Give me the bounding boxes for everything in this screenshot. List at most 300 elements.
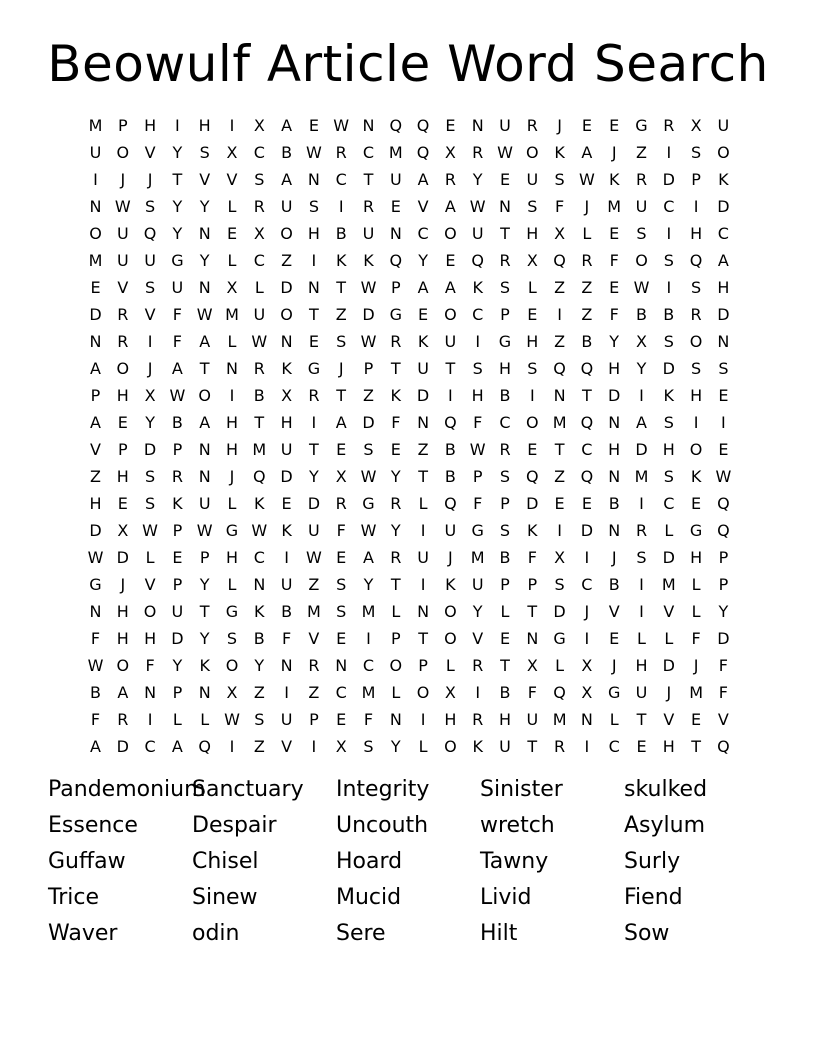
grid-letter: E bbox=[281, 494, 292, 513]
grid-letter: G bbox=[307, 359, 321, 378]
grid-letter: K bbox=[472, 278, 483, 297]
grid-letter: I bbox=[639, 386, 644, 405]
grid-letter: E bbox=[336, 440, 347, 459]
grid-letter: F bbox=[609, 251, 619, 270]
grid-letter: R bbox=[308, 656, 320, 675]
grid-letter: X bbox=[636, 332, 647, 351]
grid-letter: M bbox=[470, 548, 485, 567]
grid-letter: W bbox=[224, 710, 240, 729]
grid-letter: U bbox=[499, 737, 511, 756]
grid-letter: U bbox=[635, 683, 648, 702]
grid-letter: P bbox=[172, 521, 183, 540]
grid-letter: B bbox=[335, 224, 347, 243]
grid-letter: T bbox=[445, 359, 456, 378]
grid-letter: J bbox=[557, 116, 562, 135]
grid-letter: Y bbox=[254, 656, 265, 675]
grid-letter: O bbox=[89, 224, 102, 243]
grid-letter: A bbox=[363, 548, 374, 567]
grid-letter: S bbox=[499, 521, 511, 540]
grid-letter: C bbox=[581, 440, 593, 459]
grid-letter: J bbox=[120, 575, 126, 594]
grid-letter: K bbox=[608, 170, 620, 189]
grid-letter: L bbox=[254, 278, 264, 297]
grid-letter: B bbox=[444, 467, 456, 486]
grid-letter: S bbox=[499, 278, 511, 297]
grid-letter: N bbox=[417, 413, 430, 432]
grid-letter: X bbox=[253, 116, 265, 135]
grid-letter: W bbox=[633, 278, 650, 297]
grid-letter: U bbox=[471, 575, 484, 594]
grid-letter: C bbox=[717, 224, 729, 243]
grid-letter: V bbox=[663, 602, 675, 621]
grid-letter: Y bbox=[199, 197, 210, 216]
grid-letter: O bbox=[225, 656, 239, 675]
grid-letter: E bbox=[172, 548, 183, 567]
grid-letter: E bbox=[336, 629, 347, 648]
grid-letter: U bbox=[280, 710, 293, 729]
grid-letter: Q bbox=[689, 251, 703, 270]
grid-letter: M bbox=[252, 440, 267, 459]
grid-row bbox=[82, 409, 738, 436]
grid-letter: V bbox=[226, 170, 238, 189]
grid-letter: F bbox=[554, 197, 565, 216]
word-list-item: Pandemonium bbox=[48, 777, 206, 802]
grid-letter: A bbox=[90, 737, 101, 756]
grid-letter: L bbox=[227, 197, 237, 216]
grid-letter: S bbox=[199, 143, 210, 162]
grid-letter: L bbox=[637, 629, 646, 648]
grid-letter: K bbox=[690, 467, 702, 486]
grid-letter: T bbox=[390, 359, 401, 378]
grid-letter: N bbox=[608, 413, 621, 432]
grid-letter: E bbox=[609, 224, 620, 243]
grid-letter: X bbox=[554, 548, 566, 567]
grid-letter: Z bbox=[253, 737, 265, 756]
grid-letter: T bbox=[309, 440, 319, 459]
grid-letter: U bbox=[116, 251, 129, 270]
grid-letter: H bbox=[526, 224, 539, 243]
grid-letter: H bbox=[662, 440, 675, 459]
grid-letter: M bbox=[361, 683, 376, 702]
word-list-item: Livid bbox=[480, 885, 532, 910]
grid-letter: S bbox=[308, 197, 319, 216]
grid-letter: A bbox=[444, 197, 456, 216]
grid-letter: L bbox=[172, 710, 182, 729]
grid-letter: I bbox=[693, 413, 699, 432]
grid-letter: R bbox=[362, 197, 375, 216]
grid-letter: O bbox=[198, 386, 211, 405]
grid-letter: D bbox=[116, 548, 129, 567]
grid-letter: L bbox=[582, 224, 592, 243]
grid-letter: Q bbox=[717, 521, 730, 540]
grid-letter: L bbox=[664, 521, 674, 540]
grid-letter: K bbox=[417, 332, 429, 351]
grid-letter: I bbox=[666, 143, 672, 162]
grid-letter: Q bbox=[580, 467, 594, 486]
grid-letter: Q bbox=[389, 116, 403, 135]
grid-letter: H bbox=[144, 116, 157, 135]
grid-letter: E bbox=[718, 440, 729, 459]
grid-letter: D bbox=[362, 413, 375, 432]
grid-letter: P bbox=[172, 575, 183, 594]
grid-letter: R bbox=[663, 116, 675, 135]
grid-letter: W bbox=[360, 332, 377, 351]
grid-letter: I bbox=[147, 332, 153, 351]
grid-row bbox=[82, 679, 738, 706]
grid-letter: R bbox=[390, 548, 402, 567]
grid-letter: H bbox=[144, 629, 157, 648]
grid-letter: D bbox=[580, 521, 594, 540]
grid-letter: H bbox=[225, 548, 239, 567]
word-list-item: Chisel bbox=[192, 849, 259, 874]
grid-letter: J bbox=[147, 359, 153, 378]
grid-letter: Y bbox=[145, 413, 155, 432]
grid-letter: T bbox=[172, 170, 183, 189]
grid-letter: P bbox=[472, 467, 483, 486]
grid-letter: T bbox=[390, 575, 401, 594]
grid-letter: L bbox=[445, 656, 455, 675]
grid-letter: O bbox=[116, 143, 130, 162]
grid-letter: A bbox=[171, 359, 183, 378]
grid-letter: Y bbox=[172, 224, 183, 243]
grid-letter: R bbox=[117, 332, 129, 351]
grid-letter: E bbox=[336, 548, 347, 567]
grid-letter: Y bbox=[390, 737, 401, 756]
grid-letter: Y bbox=[609, 332, 620, 351]
grid-letter: W bbox=[142, 521, 158, 540]
grid-letter: N bbox=[280, 332, 293, 351]
grid-letter: J bbox=[147, 170, 153, 189]
grid-letter: F bbox=[281, 629, 292, 648]
grid-letter: I bbox=[311, 737, 317, 756]
grid-letter: Y bbox=[309, 467, 319, 486]
grid-letter: V bbox=[199, 170, 211, 189]
grid-letter: G bbox=[635, 116, 648, 135]
grid-row bbox=[82, 517, 738, 544]
grid-letter: W bbox=[469, 197, 486, 216]
grid-letter: F bbox=[718, 656, 728, 675]
grid-letter: H bbox=[198, 116, 211, 135]
grid-letter: U bbox=[171, 278, 184, 297]
grid-letter: E bbox=[445, 116, 456, 135]
grid-letter: S bbox=[336, 575, 347, 594]
grid-letter: U bbox=[362, 224, 375, 243]
grid-letter: D bbox=[89, 521, 102, 540]
grid-letter: T bbox=[554, 440, 565, 459]
grid-letter: B bbox=[499, 548, 511, 567]
grid-letter: X bbox=[526, 251, 538, 270]
grid-letter: R bbox=[635, 170, 648, 189]
grid-letter: Y bbox=[472, 602, 483, 621]
grid-letter: B bbox=[281, 602, 293, 621]
grid-letter: S bbox=[254, 710, 265, 729]
grid-letter: O bbox=[635, 251, 648, 270]
word-list-item: Sinew bbox=[192, 885, 258, 910]
grid-letter: X bbox=[335, 467, 347, 486]
grid-letter: Z bbox=[417, 440, 429, 459]
grid-letter: T bbox=[582, 386, 592, 405]
grid-letter: F bbox=[473, 494, 483, 513]
grid-letter: T bbox=[418, 467, 428, 486]
grid-letter: C bbox=[663, 494, 675, 513]
grid-letter: K bbox=[254, 494, 265, 513]
grid-letter: X bbox=[253, 224, 265, 243]
grid-letter: Q bbox=[444, 494, 457, 513]
grid-letter: F bbox=[363, 710, 374, 729]
grid-letter: E bbox=[636, 737, 647, 756]
grid-letter: P bbox=[390, 278, 401, 297]
grid-letter: Q bbox=[253, 467, 266, 486]
grid-letter: T bbox=[527, 737, 538, 756]
grid-letter: J bbox=[338, 359, 344, 378]
grid-letter: E bbox=[90, 278, 101, 297]
grid-letter: U bbox=[198, 494, 211, 513]
grid-letter: Z bbox=[581, 305, 593, 324]
grid-letter: I bbox=[284, 683, 289, 702]
grid-letter: I bbox=[639, 602, 644, 621]
grid-row bbox=[82, 274, 738, 301]
grid-letter: L bbox=[227, 251, 237, 270]
grid-letter: H bbox=[116, 629, 129, 648]
grid-letter: W bbox=[305, 143, 322, 162]
grid-letter: H bbox=[89, 494, 102, 513]
grid-letter: E bbox=[718, 386, 729, 405]
grid-letter: F bbox=[527, 548, 537, 567]
grid-row bbox=[82, 598, 738, 625]
grid-letter: K bbox=[172, 494, 183, 513]
word-list-item: Sanctuary bbox=[192, 777, 304, 802]
grid-letter: W bbox=[87, 656, 104, 675]
grid-letter: G bbox=[225, 521, 239, 540]
grid-letter: W bbox=[360, 467, 377, 486]
grid-letter: J bbox=[120, 170, 126, 189]
grid-letter: I bbox=[584, 737, 590, 756]
grid-letter: I bbox=[693, 197, 699, 216]
grid-letter: C bbox=[362, 656, 375, 675]
grid-letter: B bbox=[499, 386, 511, 405]
grid-letter: H bbox=[280, 413, 293, 432]
grid-letter: U bbox=[717, 116, 730, 135]
grid-letter: T bbox=[527, 602, 538, 621]
grid-letter: C bbox=[253, 251, 265, 270]
grid-letter: E bbox=[691, 710, 702, 729]
grid-letter: N bbox=[526, 629, 539, 648]
grid-letter: I bbox=[557, 305, 562, 324]
grid-letter: Q bbox=[389, 251, 403, 270]
grid-letter: X bbox=[226, 143, 238, 162]
grid-letter: Q bbox=[198, 737, 211, 756]
grid-letter: K bbox=[663, 386, 675, 405]
grid-letter: L bbox=[227, 575, 237, 594]
grid-letter: C bbox=[335, 683, 347, 702]
grid-letter: E bbox=[390, 440, 401, 459]
grid-letter: G bbox=[225, 602, 239, 621]
grid-letter: E bbox=[117, 413, 128, 432]
grid-letter: R bbox=[635, 521, 648, 540]
grid-letter: G bbox=[553, 629, 566, 648]
grid-letter: R bbox=[253, 359, 265, 378]
grid-letter: O bbox=[416, 683, 430, 702]
grid-letter: T bbox=[336, 386, 347, 405]
grid-letter: L bbox=[391, 602, 401, 621]
grid-letter: S bbox=[663, 413, 674, 432]
grid-letter: O bbox=[444, 224, 457, 243]
grid-letter: K bbox=[199, 656, 210, 675]
grid-letter: Z bbox=[636, 143, 647, 162]
grid-letter: Y bbox=[718, 602, 729, 621]
word-list-item: Despair bbox=[192, 813, 277, 838]
grid-letter: O bbox=[444, 305, 457, 324]
grid-letter: W bbox=[333, 116, 350, 135]
grid-letter: V bbox=[144, 143, 156, 162]
grid-letter: A bbox=[444, 278, 456, 297]
grid-letter: O bbox=[444, 737, 457, 756]
grid-letter: U bbox=[144, 251, 156, 270]
grid-letter: L bbox=[527, 278, 537, 297]
grid-letter: W bbox=[114, 197, 131, 216]
grid-letter: U bbox=[280, 440, 293, 459]
grid-letter: H bbox=[498, 710, 512, 729]
grid-letter: Q bbox=[553, 251, 566, 270]
grid-letter: W bbox=[196, 521, 213, 540]
grid-row bbox=[82, 382, 738, 409]
grid-letter: W bbox=[251, 521, 268, 540]
grid-letter: Y bbox=[472, 170, 483, 189]
grid-letter: B bbox=[636, 305, 647, 324]
grid-letter: P bbox=[500, 305, 510, 324]
grid-letter: E bbox=[527, 305, 538, 324]
grid-letter: J bbox=[448, 548, 453, 567]
grid-letter: N bbox=[499, 197, 511, 216]
grid-letter: I bbox=[93, 170, 98, 189]
grid-letter: Y bbox=[199, 629, 210, 648]
grid-row bbox=[82, 301, 738, 328]
grid-letter: G bbox=[471, 521, 484, 540]
grid-letter: X bbox=[581, 683, 593, 702]
grid-letter: L bbox=[691, 602, 701, 621]
grid-letter: D bbox=[635, 440, 648, 459]
grid-letter: U bbox=[417, 359, 429, 378]
grid-letter: K bbox=[335, 251, 347, 270]
grid-letter: I bbox=[147, 710, 153, 729]
grid-letter: U bbox=[444, 332, 457, 351]
grid-letter: B bbox=[253, 386, 265, 405]
grid-letter: P bbox=[390, 629, 401, 648]
grid-letter: E bbox=[390, 197, 401, 216]
grid-letter: G bbox=[171, 251, 184, 270]
grid-letter: Y bbox=[199, 251, 210, 270]
grid-row bbox=[82, 652, 738, 679]
grid-letter: N bbox=[608, 467, 621, 486]
grid-letter: E bbox=[581, 116, 592, 135]
grid-letter: C bbox=[608, 737, 620, 756]
grid-letter: N bbox=[471, 116, 484, 135]
grid-letter: O bbox=[143, 602, 157, 621]
grid-letter: A bbox=[581, 143, 593, 162]
grid-letter: N bbox=[89, 197, 102, 216]
grid-letter: W bbox=[469, 440, 486, 459]
grid-letter: H bbox=[471, 386, 484, 405]
grid-letter: P bbox=[117, 440, 128, 459]
word-list-item: Essence bbox=[48, 813, 138, 838]
grid-letter: D bbox=[116, 737, 129, 756]
grid-letter: H bbox=[116, 467, 129, 486]
grid-letter: E bbox=[609, 116, 620, 135]
grid-letter: S bbox=[554, 575, 565, 594]
grid-letter: N bbox=[389, 710, 402, 729]
grid-letter: T bbox=[500, 224, 510, 243]
grid-row bbox=[82, 544, 738, 571]
word-list-item: Guffaw bbox=[48, 849, 126, 874]
grid-letter: K bbox=[281, 359, 292, 378]
grid-row bbox=[82, 436, 738, 463]
grid-letter: P bbox=[500, 575, 510, 594]
grid-letter: N bbox=[89, 332, 102, 351]
grid-letter: E bbox=[445, 251, 456, 270]
grid-letter: B bbox=[499, 683, 511, 702]
grid-letter: W bbox=[715, 467, 732, 486]
grid-letter: I bbox=[311, 251, 317, 270]
grid-letter: L bbox=[691, 575, 701, 594]
grid-letter: I bbox=[420, 521, 426, 540]
grid-letter: E bbox=[691, 494, 702, 513]
grid-letter: J bbox=[611, 143, 617, 162]
grid-letter: Z bbox=[363, 386, 374, 405]
grid-letter: I bbox=[420, 710, 426, 729]
grid-letter: R bbox=[444, 170, 456, 189]
grid-letter: G bbox=[689, 521, 703, 540]
grid-letter: H bbox=[526, 332, 539, 351]
grid-letter: R bbox=[390, 332, 402, 351]
grid-letter: R bbox=[335, 494, 347, 513]
grid-letter: B bbox=[581, 332, 593, 351]
grid-letter: S bbox=[336, 332, 347, 351]
grid-letter: H bbox=[690, 224, 703, 243]
grid-letter: S bbox=[254, 170, 265, 189]
grid-letter: B bbox=[444, 440, 456, 459]
grid-letter: M bbox=[634, 467, 649, 486]
grid-letter: W bbox=[578, 170, 595, 189]
grid-letter: N bbox=[608, 521, 621, 540]
grid-letter: N bbox=[417, 602, 430, 621]
grid-letter: E bbox=[226, 224, 238, 243]
grid-letter: N bbox=[307, 170, 320, 189]
grid-letter: X bbox=[444, 683, 456, 702]
grid-letter: S bbox=[691, 359, 702, 378]
grid-letter: A bbox=[281, 116, 293, 135]
grid-letter: F bbox=[609, 305, 619, 324]
grid-row bbox=[82, 571, 738, 598]
grid-letter: T bbox=[636, 710, 647, 729]
grid-letter: P bbox=[172, 440, 183, 459]
grid-letter: U bbox=[116, 224, 129, 243]
grid-letter: N bbox=[198, 278, 211, 297]
grid-letter: I bbox=[229, 386, 235, 405]
grid-letter: X bbox=[335, 737, 347, 756]
grid-letter: I bbox=[284, 548, 289, 567]
grid-letter: L bbox=[500, 602, 510, 621]
grid-letter: X bbox=[144, 386, 156, 405]
grid-letter: B bbox=[90, 683, 101, 702]
grid-letter: N bbox=[144, 683, 157, 702]
grid-letter: E bbox=[527, 440, 538, 459]
grid-row bbox=[82, 193, 738, 220]
grid-letter: I bbox=[584, 629, 590, 648]
grid-letter: D bbox=[717, 197, 730, 216]
grid-letter: E bbox=[581, 494, 592, 513]
grid-letter: C bbox=[581, 575, 593, 594]
grid-letter: A bbox=[717, 251, 729, 270]
